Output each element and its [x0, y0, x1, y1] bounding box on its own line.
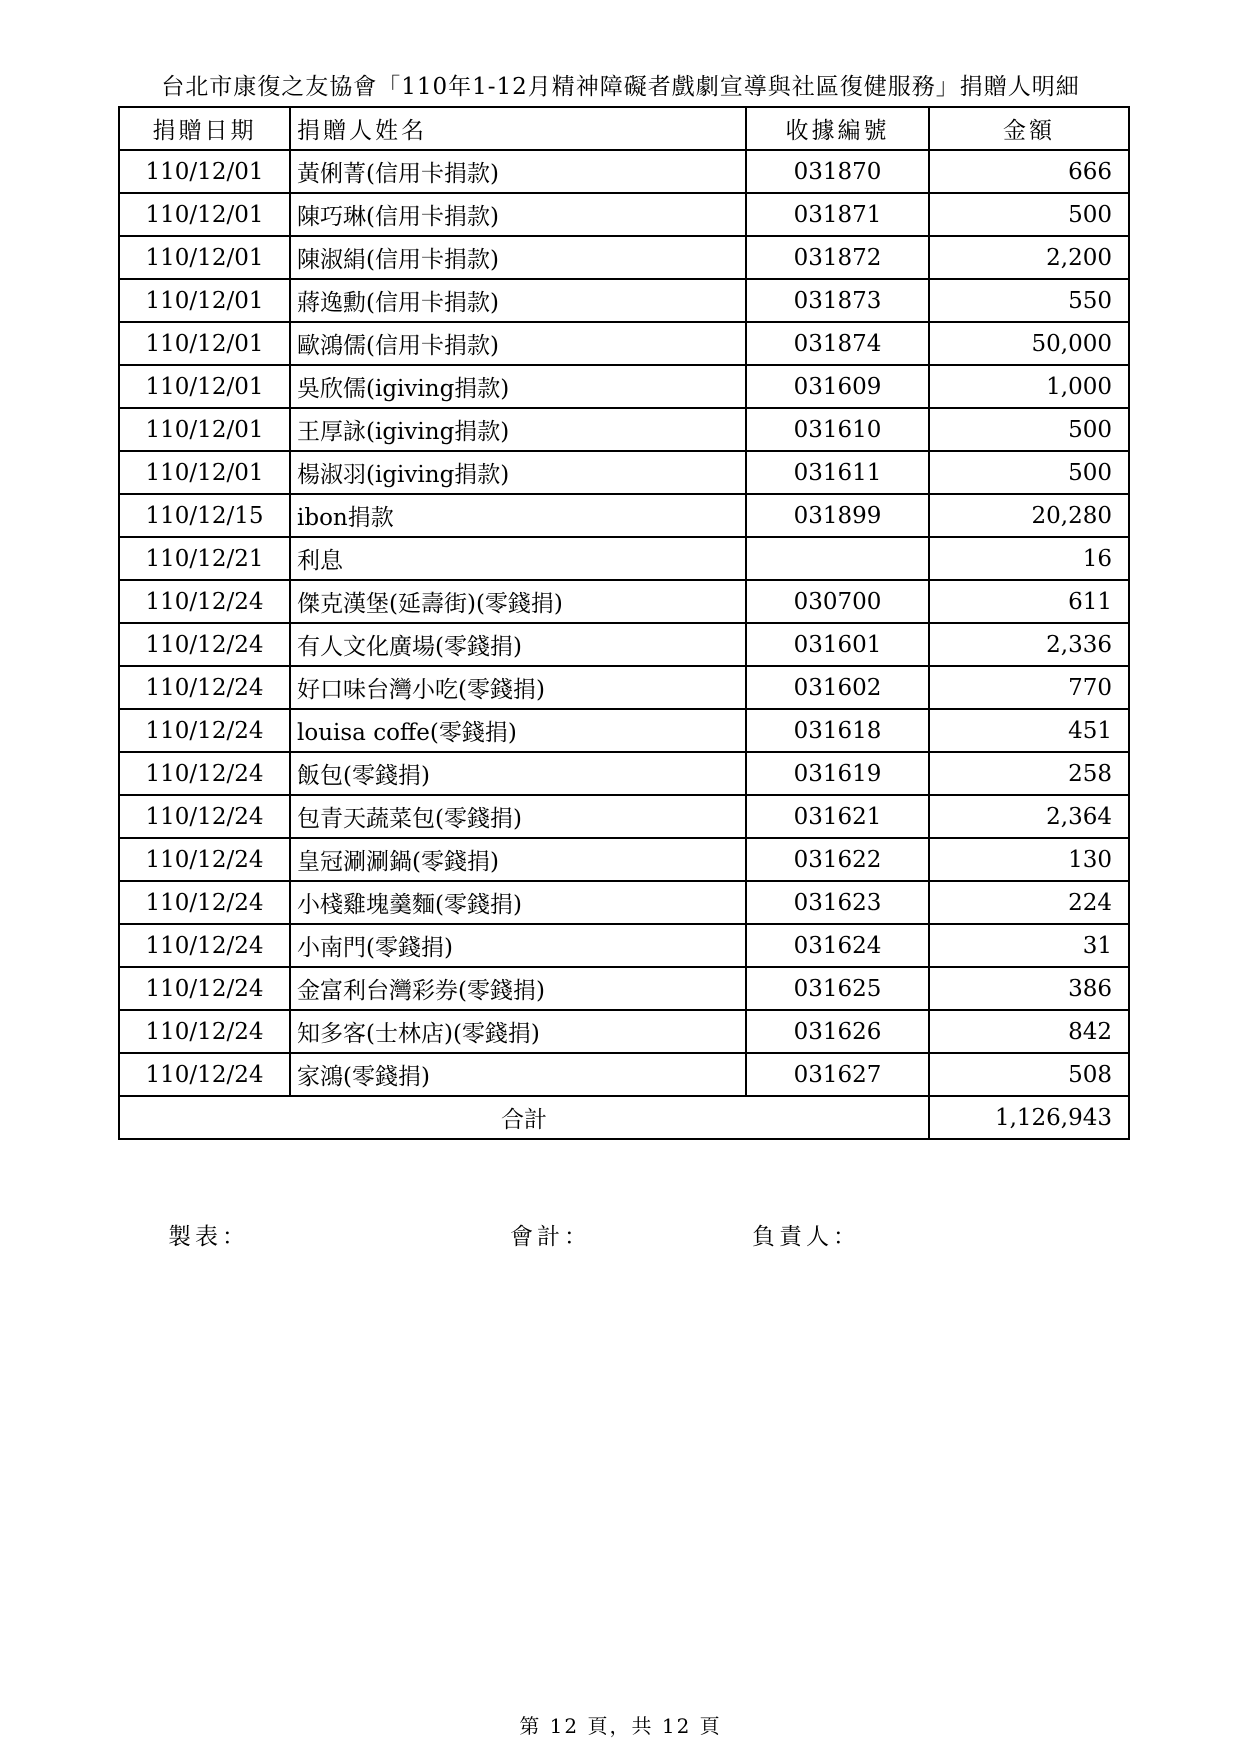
cell-receipt-number: 031619 — [746, 752, 929, 795]
cell-receipt-number: 031601 — [746, 623, 929, 666]
total-amount: 1,126,943 — [929, 1096, 1129, 1139]
cell-receipt-number: 031618 — [746, 709, 929, 752]
cell-donor-name: 利息 — [290, 537, 746, 580]
table-row — [119, 451, 1129, 494]
cell-amount: 258 — [929, 752, 1129, 795]
cell-donor-name: 陳淑絹(信用卡捐款) — [290, 236, 746, 279]
cell-donor-name: 蔣逸勳(信用卡捐款) — [290, 279, 746, 322]
cell-date: 110/12/21 — [119, 537, 290, 580]
table-row — [119, 494, 1129, 537]
cell-donor-name: 陳巧琳(信用卡捐款) — [290, 193, 746, 236]
cell-date: 110/12/24 — [119, 1053, 290, 1096]
cell-donor-name: 歐鴻儒(信用卡捐款) — [290, 322, 746, 365]
cell-receipt-number: 031871 — [746, 193, 929, 236]
cell-receipt-number: 031622 — [746, 838, 929, 881]
cell-amount: 2,364 — [929, 795, 1129, 838]
cell-amount: 1,000 — [929, 365, 1129, 408]
table-row — [119, 752, 1129, 795]
table-header-row — [119, 107, 1129, 150]
cell-donor-name: 黃俐菁(信用卡捐款) — [290, 150, 746, 193]
cell-amount: 2,336 — [929, 623, 1129, 666]
cell-receipt-number: 031610 — [746, 408, 929, 451]
cell-date: 110/12/01 — [119, 193, 290, 236]
cell-donor-name: 楊淑羽(igiving捐款) — [290, 451, 746, 494]
cell-amount: 2,200 — [929, 236, 1129, 279]
cell-date: 110/12/15 — [119, 494, 290, 537]
table-row — [119, 1010, 1129, 1053]
table-row — [119, 279, 1129, 322]
prepared-by-label: 製表： — [168, 1224, 249, 1250]
table-row — [119, 322, 1129, 365]
responsible-label: 負責人： — [752, 1224, 860, 1250]
cell-amount: 770 — [929, 666, 1129, 709]
cell-amount: 500 — [929, 193, 1129, 236]
cell-donor-name: 金富利台灣彩券(零錢捐) — [290, 967, 746, 1010]
cell-date: 110/12/24 — [119, 795, 290, 838]
cell-donor-name: ibon捐款 — [290, 494, 746, 537]
cell-amount: 500 — [929, 451, 1129, 494]
cell-donor-name: 皇冠涮涮鍋(零錢捐) — [290, 838, 746, 881]
signature-line — [0, 1218, 1241, 1250]
table-row — [119, 150, 1129, 193]
cell-donor-name: 小棧雞塊羹麵(零錢捐) — [290, 881, 746, 924]
table-row — [119, 924, 1129, 967]
cell-donor-name: 包青天蔬菜包(零錢捐) — [290, 795, 746, 838]
table-row — [119, 193, 1129, 236]
cell-receipt-number: 031611 — [746, 451, 929, 494]
cell-receipt-number: 031609 — [746, 365, 929, 408]
cell-date: 110/12/01 — [119, 365, 290, 408]
cell-donor-name: 知多客(士林店)(零錢捐) — [290, 1010, 746, 1053]
cell-receipt-number: 030700 — [746, 580, 929, 623]
cell-receipt-number: 031624 — [746, 924, 929, 967]
table-row — [119, 537, 1129, 580]
header-date: 捐贈日期 — [119, 107, 290, 150]
cell-receipt-number: 031626 — [746, 1010, 929, 1053]
cell-date: 110/12/24 — [119, 709, 290, 752]
cell-date: 110/12/01 — [119, 150, 290, 193]
cell-date: 110/12/01 — [119, 322, 290, 365]
cell-receipt-number: 031625 — [746, 967, 929, 1010]
table-row — [119, 408, 1129, 451]
cell-donor-name: 小南門(零錢捐) — [290, 924, 746, 967]
cell-receipt-number: 031873 — [746, 279, 929, 322]
cell-date: 110/12/24 — [119, 967, 290, 1010]
cell-amount: 130 — [929, 838, 1129, 881]
total-label: 合計 — [119, 1096, 929, 1139]
cell-receipt-number — [746, 537, 929, 580]
cell-date: 110/12/01 — [119, 451, 290, 494]
cell-donor-name: 好口味台灣小吃(零錢捐) — [290, 666, 746, 709]
table-row — [119, 881, 1129, 924]
header-amount: 金額 — [929, 107, 1129, 150]
table-row — [119, 967, 1129, 1010]
cell-date: 110/12/24 — [119, 623, 290, 666]
cell-date: 110/12/01 — [119, 408, 290, 451]
cell-date: 110/12/24 — [119, 580, 290, 623]
donor-rows — [119, 150, 1129, 1096]
cell-amount: 386 — [929, 967, 1129, 1010]
cell-amount: 842 — [929, 1010, 1129, 1053]
cell-amount: 611 — [929, 580, 1129, 623]
cell-donor-name: 飯包(零錢捐) — [290, 752, 746, 795]
cell-donor-name: 有人文化廣場(零錢捐) — [290, 623, 746, 666]
cell-date: 110/12/24 — [119, 752, 290, 795]
accountant-label: 會計： — [510, 1224, 591, 1250]
cell-receipt-number: 031627 — [746, 1053, 929, 1096]
cell-receipt-number: 031872 — [746, 236, 929, 279]
header-receipt: 收據編號 — [746, 107, 929, 150]
total-row — [119, 1096, 1129, 1139]
cell-receipt-number: 031899 — [746, 494, 929, 537]
table-row — [119, 365, 1129, 408]
cell-receipt-number: 031870 — [746, 150, 929, 193]
cell-amount: 500 — [929, 408, 1129, 451]
cell-amount: 50,000 — [929, 322, 1129, 365]
cell-date: 110/12/24 — [119, 881, 290, 924]
cell-receipt-number: 031621 — [746, 795, 929, 838]
document-title: 台北市康復之友協會「110年1-12月精神障礙者戲劇宣導與社區復健服務」捐贈人明細 — [161, 74, 1080, 100]
cell-amount: 451 — [929, 709, 1129, 752]
table-row — [119, 838, 1129, 881]
cell-date: 110/12/24 — [119, 666, 290, 709]
table-row — [119, 666, 1129, 709]
cell-date: 110/12/01 — [119, 236, 290, 279]
cell-date: 110/12/24 — [119, 1010, 290, 1053]
cell-date: 110/12/24 — [119, 838, 290, 881]
cell-amount: 224 — [929, 881, 1129, 924]
cell-receipt-number: 031623 — [746, 881, 929, 924]
cell-amount: 20,280 — [929, 494, 1129, 537]
cell-date: 110/12/01 — [119, 279, 290, 322]
cell-donor-name: 王厚詠(igiving捐款) — [290, 408, 746, 451]
page-number: 第 12 頁，共 12 頁 — [519, 1714, 722, 1738]
header-name: 捐贈人姓名 — [290, 107, 746, 150]
cell-receipt-number: 031602 — [746, 666, 929, 709]
table-row — [119, 623, 1129, 666]
table-row — [119, 1053, 1129, 1096]
cell-amount: 31 — [929, 924, 1129, 967]
cell-amount: 16 — [929, 537, 1129, 580]
cell-amount: 666 — [929, 150, 1129, 193]
table-row — [119, 795, 1129, 838]
cell-receipt-number: 031874 — [746, 322, 929, 365]
table-row — [119, 709, 1129, 752]
cell-donor-name: 家鴻(零錢捐) — [290, 1053, 746, 1096]
cell-donor-name: louisa coffe(零錢捐) — [290, 709, 746, 752]
cell-amount: 508 — [929, 1053, 1129, 1096]
cell-donor-name: 傑克漢堡(延壽街)(零錢捐) — [290, 580, 746, 623]
cell-amount: 550 — [929, 279, 1129, 322]
cell-donor-name: 吳欣儒(igiving捐款) — [290, 365, 746, 408]
table-row — [119, 236, 1129, 279]
donor-table — [118, 106, 1130, 1140]
table-row — [119, 580, 1129, 623]
cell-date: 110/12/24 — [119, 924, 290, 967]
